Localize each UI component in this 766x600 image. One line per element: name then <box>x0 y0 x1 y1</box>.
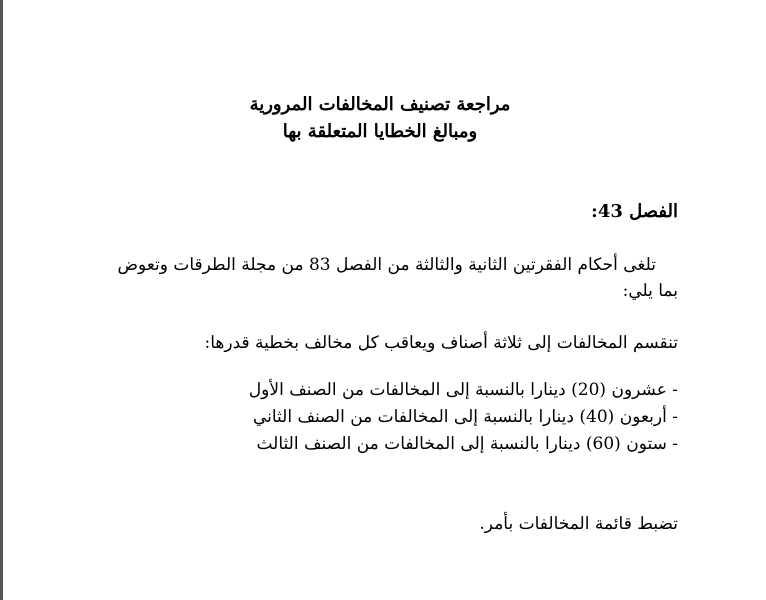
closing-paragraph: تضبط قائمة المخالفات بأمر. <box>479 514 678 534</box>
document-title-line-2: ومبالغ الخطايا المتعلقة بها <box>282 121 478 142</box>
chapter-heading: الفصل 43: <box>591 201 678 222</box>
document-title-line-1: مراجعة تصنيف المخالفات المرورية <box>249 94 511 115</box>
fine-list-item-third-class: - ستون (60) دينارا بالنسبة إلى المخالفات من الصنف الثالث <box>256 434 678 454</box>
fine-list-item-second-class: - أربعون (40) دينارا بالنسبة إلى المخالفات من الصنف الثاني <box>252 407 678 427</box>
classification-paragraph: تنقسم المخالفات إلى ثلاثة أصناف ويعاقب كل مخالف بخطية قدرها: <box>204 333 678 353</box>
intro-paragraph-line-2: بما يلي: <box>622 281 678 301</box>
intro-paragraph-line-1: تلغى أحكام الفقرتين الثانية والثالثة من الفصل 83 من مجلة الطرقات وتعوض <box>117 255 656 275</box>
fine-list-item-first-class: - عشرون (20) دينارا بالنسبة إلى المخالفات من الصنف الأول <box>248 380 678 400</box>
